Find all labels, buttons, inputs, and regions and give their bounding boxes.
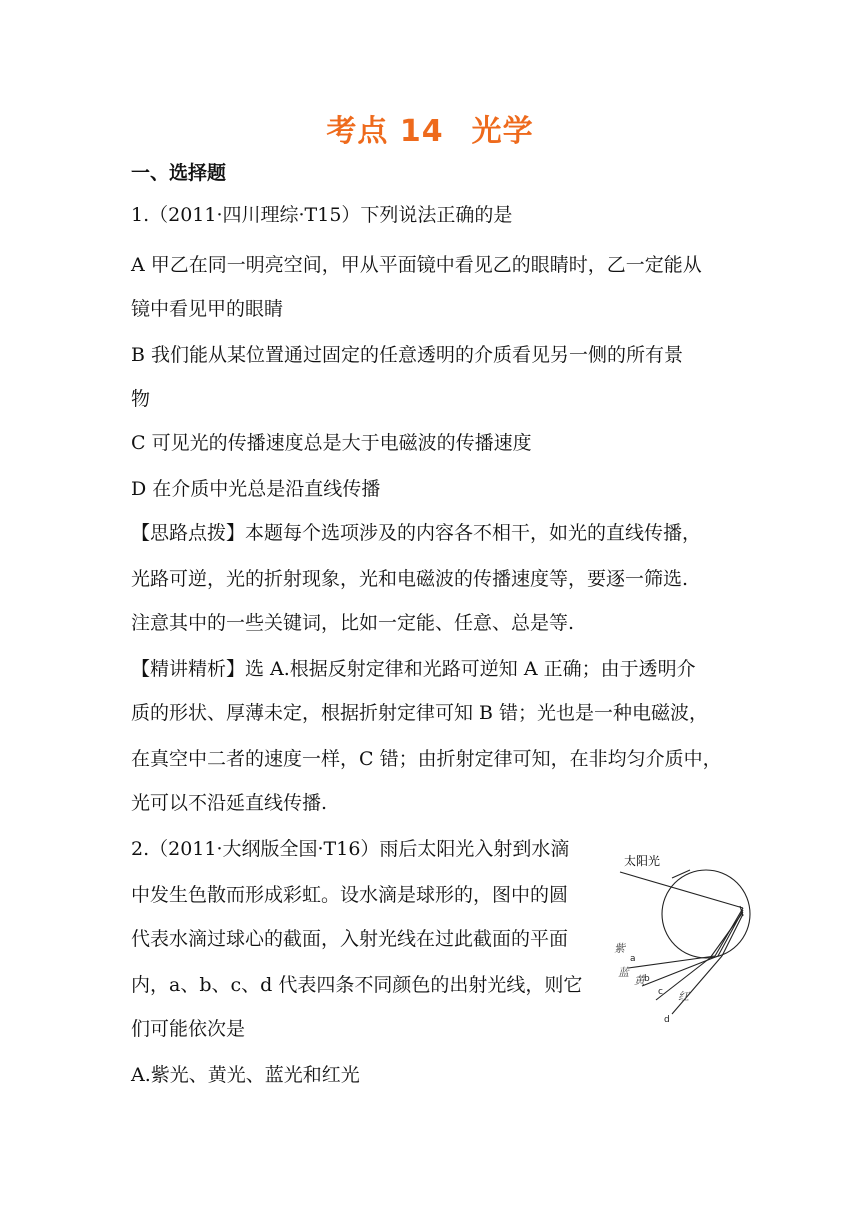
ray-label-a: a (630, 954, 636, 964)
q1-option-d: D 在介质中光总是沿直线传播 (131, 478, 381, 500)
q2-stem-line2: 中发生色散而形成彩虹。设水滴是球形的，图中的圆 (131, 884, 569, 906)
q1-analysis-line3: 在真空中二者的速度一样，C 错；由折射定律可知，在非均匀介质中， (131, 748, 722, 770)
page-title (0, 106, 860, 150)
q1-stem: 1.（2011·四川理综·T15）下列说法正确的是 (131, 204, 513, 226)
q1-option-c: C 可见光的传播速度总是大于电磁波的传播速度 (131, 432, 532, 454)
q1-option-b-line2: 物 (131, 388, 151, 410)
title-prefix: 考点 (326, 114, 389, 149)
q1-hint-line2: 光路可逆，光的折射现象，光和电磁波的传播速度等，要逐一筛选. (131, 568, 689, 590)
raindrop-dispersion-figure (612, 848, 752, 1024)
ray-label-c: c (658, 987, 663, 997)
handwritten-note-1: 紫 (614, 942, 625, 955)
q1-option-a-line1: A 甲乙在同一明亮空间，甲从平面镜中看见乙的眼睛时，乙一定能从 (131, 254, 702, 276)
q2-stem-line5: 们可能依次是 (131, 1018, 246, 1040)
q1-option-a-line2: 镜中看见甲的眼睛 (131, 298, 284, 320)
q1-option-b-line1: B 我们能从某位置通过固定的任意透明的介质看见另一侧的所有景 (131, 344, 684, 366)
title-number: 14 (399, 114, 444, 149)
handwritten-note-4: 红 (678, 990, 689, 1003)
raindrop-circle (662, 870, 750, 958)
q2-stem-line3: 代表水滴过球心的截面，入射光线在过此截面的平面 (131, 928, 569, 950)
q1-analysis-line4: 光可以不沿延直线传播. (131, 792, 328, 814)
title-topic: 光学 (471, 114, 534, 149)
figure-sun-label: 太阳光 (624, 854, 661, 868)
handwritten-note-2: 蓝 (618, 966, 629, 979)
ray-label-d: d (664, 1015, 670, 1024)
ray-label-b: b (644, 974, 650, 984)
q1-hint-line3: 注意其中的一些关键词，比如一定能、任意、总是等. (131, 612, 575, 634)
q1-analysis-line2: 质的形状、厚薄未定，根据折射定律可知 B 错；光也是一种电磁波， (131, 702, 709, 724)
q2-option-a: A.紫光、黄光、蓝光和红光 (131, 1064, 360, 1086)
q1-analysis-line1: 【精讲精析】选 A.根据反射定律和光路可逆知 A 正确；由于透明介 (131, 658, 696, 680)
q1-hint-line1: 【思路点拨】本题每个选项涉及的内容各不相干，如光的直线传播， (131, 522, 702, 544)
section-heading: 一、选择题 (131, 162, 227, 184)
handwritten-note-3: 黄 (634, 974, 645, 987)
q2-stem-line4: 内，a、b、c、d 代表四条不同颜色的出射光线，则它 (131, 974, 583, 996)
q2-stem-line1: 2.（2011·大纲版全国·T16）雨后太阳光入射到水滴 (131, 838, 570, 860)
